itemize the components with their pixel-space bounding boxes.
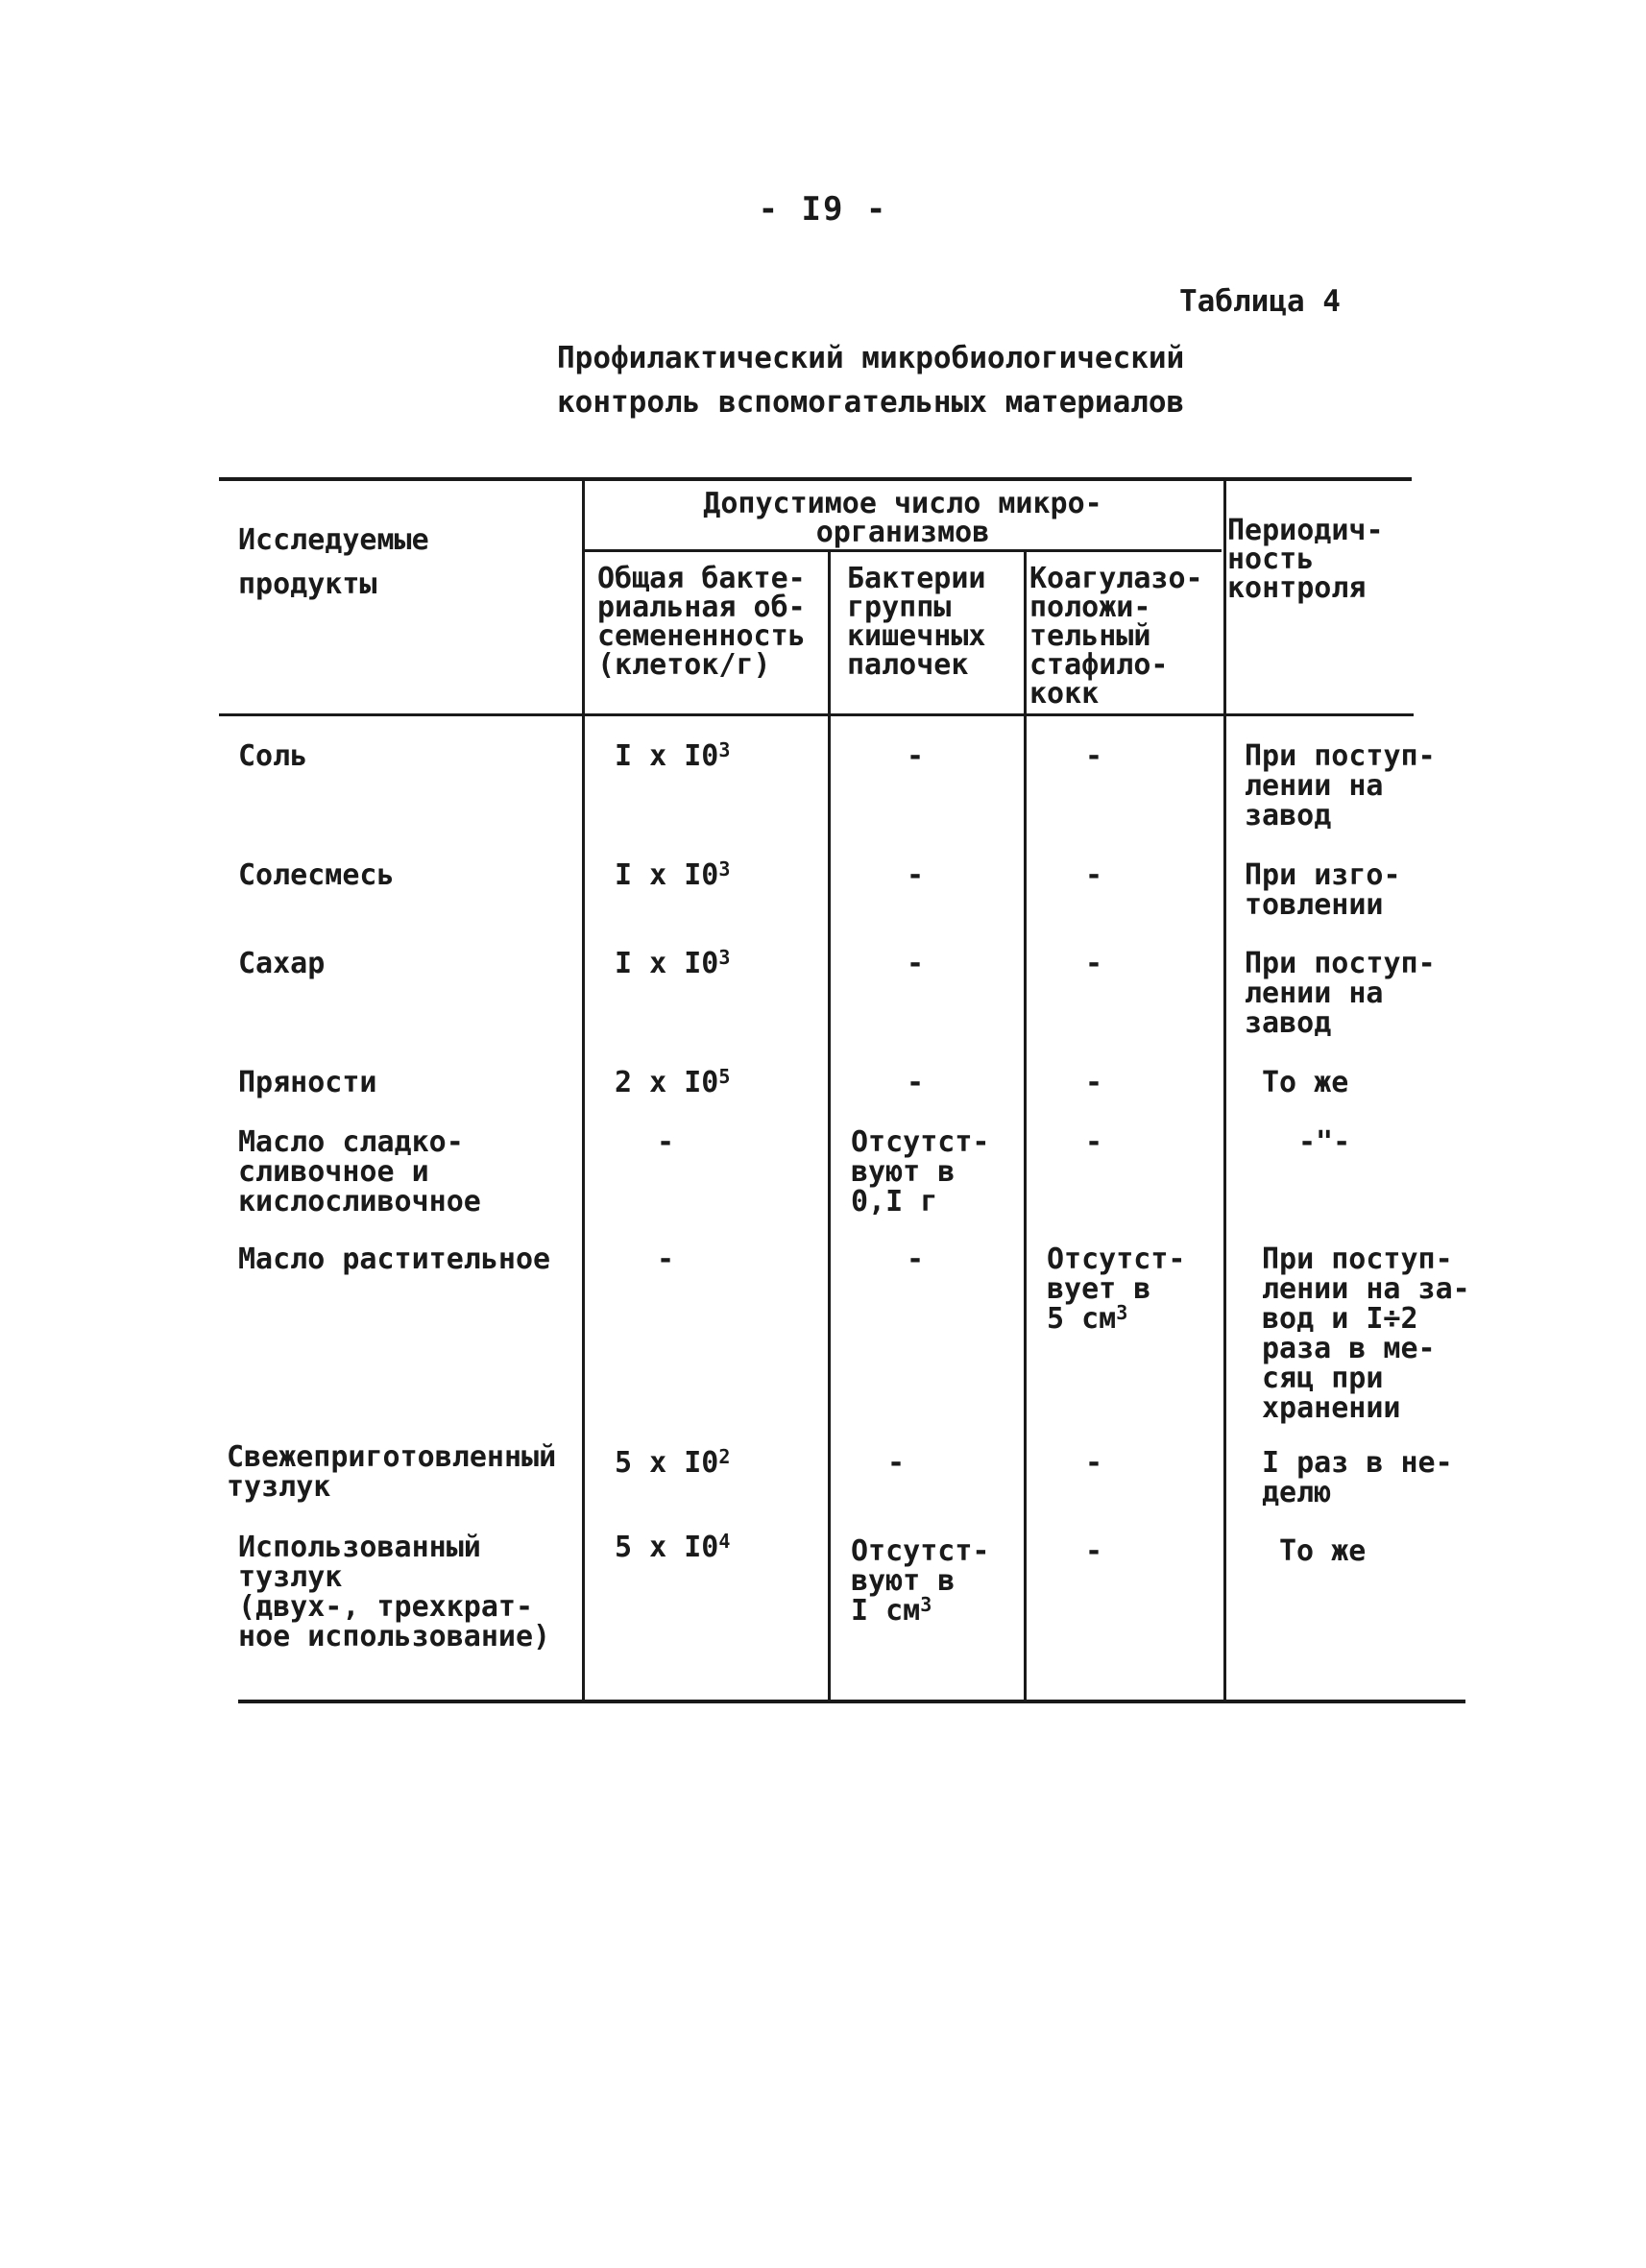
row-5-coli: Отсутст- вуют в 0,I г [851,1125,990,1218]
row-3-staph: - [1085,947,1103,980]
row-8-staph: - [1085,1534,1103,1568]
row-2-coli: - [907,858,925,892]
row-3-product: Сахар [238,947,326,980]
row-8-product: Использованный тузлук (двух-, трехкрат- ное использование) [238,1531,551,1653]
row-2-staph: - [1085,858,1103,892]
row-7-product: Свежеприготовленный тузлук [227,1440,557,1504]
row-4-coli: - [907,1066,925,1099]
row-1-staph: - [1085,739,1103,773]
row-3-total: I x $I0^3$ [615,946,731,980]
row-6-product: Масло растительное [238,1243,551,1276]
row-2-total: I x $I0^3$ [615,857,731,892]
header-bottom-rule [219,713,1414,716]
row-5-period: -"- [1298,1125,1351,1159]
row-4-staph: - [1085,1066,1103,1099]
row-8-coli: Отсутст- вуют в I $см^3$ [851,1534,990,1628]
row-4-total: 2 x $I0^5$ [615,1065,731,1099]
row-8-period: То же [1279,1534,1367,1568]
row-6-total: - [657,1243,675,1276]
row-6-staph: Отсутст- вует в 5 $см^3$ [1047,1243,1186,1336]
row-7-total: 5 x $I0^2$ [615,1445,731,1480]
column-divider-3 [1024,550,1027,1701]
caption-line-1: Профилактический микробиологический [557,341,1185,375]
row-6-coli: - [907,1243,925,1276]
row-5-total: - [657,1125,675,1159]
column-divider-1 [582,479,585,1701]
table-bottom-rule [238,1700,1465,1703]
row-7-staph: - [1085,1446,1103,1480]
page-number: - I9 - [758,190,888,229]
row-4-period: То же [1262,1066,1349,1099]
row-3-coli: - [907,947,925,980]
column-divider-4 [1223,479,1226,1701]
row-7-period: I раз в не- делю [1262,1446,1453,1509]
row-5-staph: - [1085,1125,1103,1159]
row-1-coli: - [907,739,925,773]
column-divider-2 [828,550,831,1701]
header-total-bacteria: Общая бакте- риальная об- семененность (клеток/г) [597,562,806,682]
row-2-product: Солесмесь [238,858,395,892]
header-staphylococcus: Коагулазо- положи- тельный стафило- кокк [1029,562,1203,711]
table-caption [557,336,1248,424]
caption-line-2: контроль вспомогательных материалов [557,385,1185,420]
header-allowed-microorganisms: Допустимое число микро- организмов [703,487,1102,549]
row-3-period: При поступ- лении на завод [1245,947,1436,1040]
header-products: Исследуемые продукты [238,523,429,601]
row-6-period: При поступ- лении на за- вод и I÷2 раза в ме- сяц при хранении [1262,1243,1470,1425]
row-1-period: При поступ- лении на завод [1245,739,1436,832]
row-5-product: Масло сладко- сливочное и кислосливочное [238,1125,481,1218]
header-coli-bacteria: Бактерии группы кишечных палочек [847,562,986,682]
row-4-product: Пряности [238,1066,377,1099]
table-label: Таблица 4 [1179,284,1341,319]
group-header-rule [584,549,1222,552]
row-1-product: Соль [238,739,308,773]
row-8-total: 5 x $I0^4$ [615,1530,731,1564]
row-2-period: При изго- товлении [1245,858,1401,922]
table-top-rule [219,477,1412,481]
row-7-coli: - [887,1446,906,1480]
row-1-total: I x $I0^3$ [615,738,731,773]
header-control-period: Периодич- ность контроля [1227,514,1384,605]
